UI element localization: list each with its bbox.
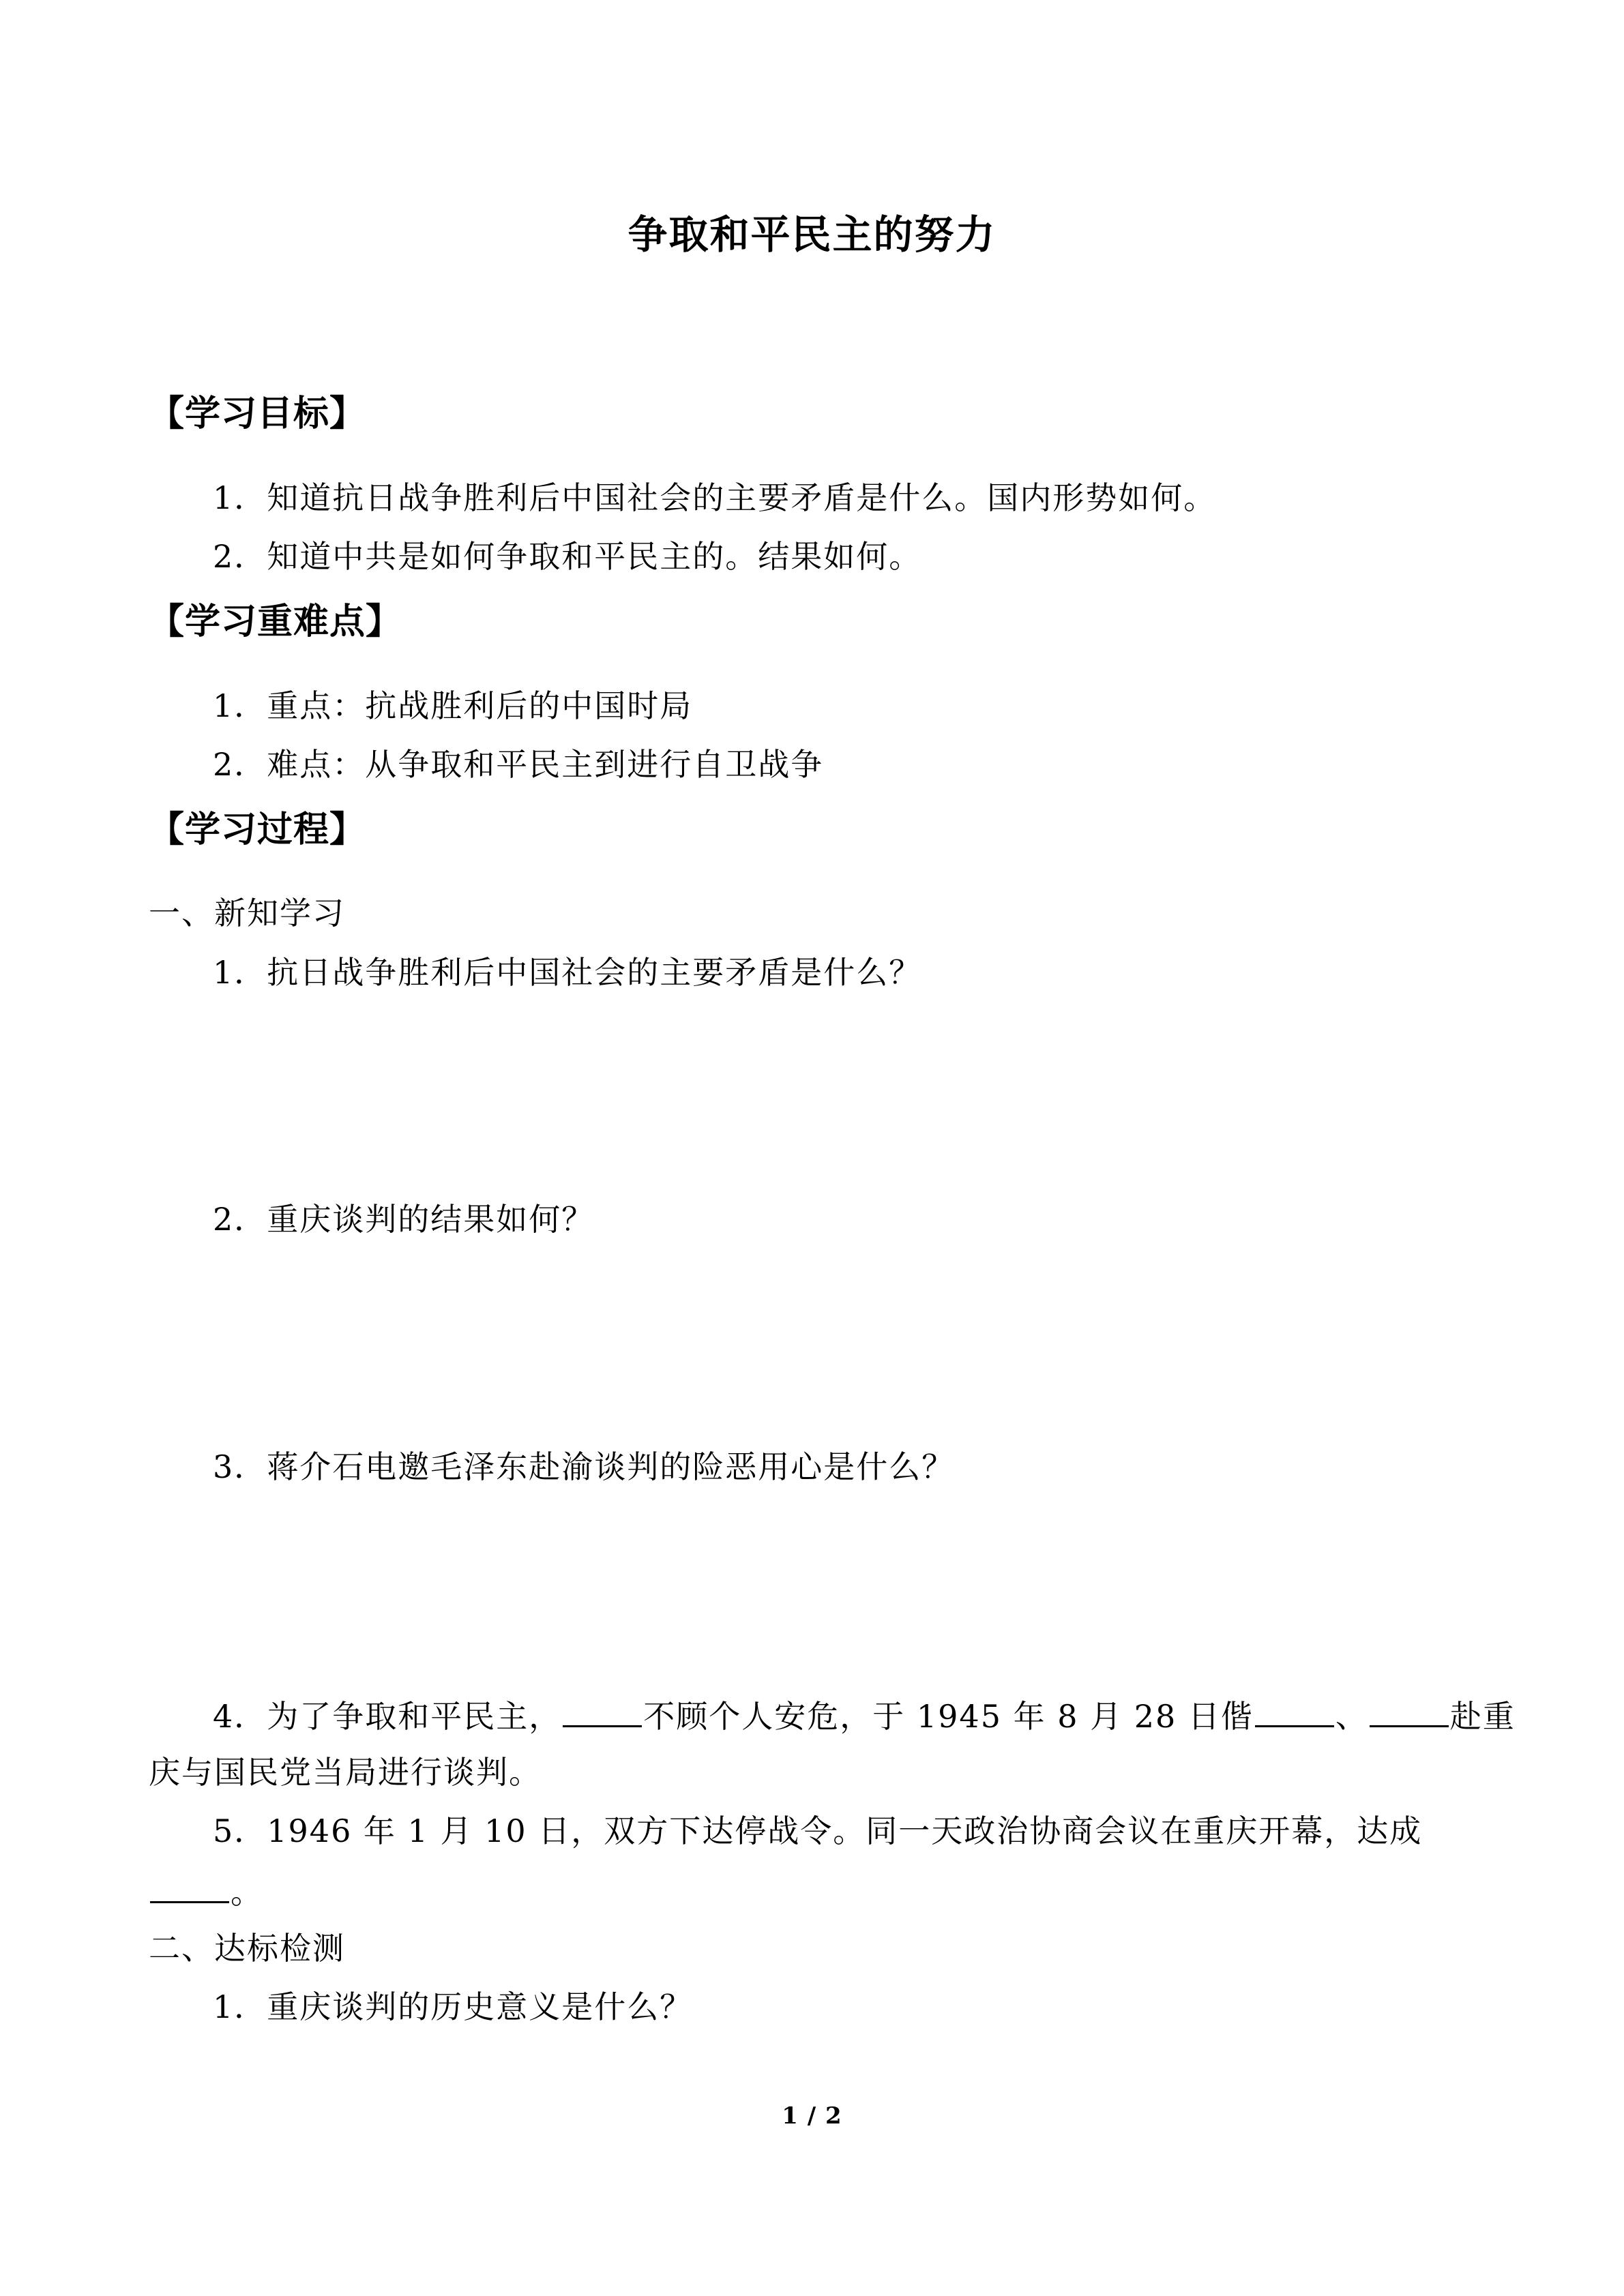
process-heading: 【学习过程】 [149,809,366,850]
question-5-line1: 5．1946 年 1 月 10 日，双方下达停战令。同一天政治协商会议在重庆开幕，达成 [213,1813,1423,1849]
fill-blank[interactable] [563,1698,642,1727]
objective-item-2: 2．知道中共是如何争取和平民主的。结果如何。 [213,538,922,575]
question-4-part-c: 、 [1335,1698,1368,1735]
question-5-line2 [149,1874,263,1911]
key-point-item-1: 1．重点：抗战胜利后的中国时局 [213,687,693,724]
document-title: 争取和平民主的努力 [628,211,996,258]
key-point-item-2: 2．难点：从争取和平民主到进行自卫战争 [213,746,824,783]
question-5-line2-end: 。 [231,1874,263,1911]
question-4-line1 [213,1698,1516,1735]
part2-heading: 二、达标检测 [149,1930,345,1967]
fill-blank[interactable] [1370,1698,1449,1727]
part1-heading: 一、新知学习 [149,895,345,931]
check-question-1: 1．重庆谈判的历史意义是什么？ [213,1988,693,2025]
fill-blank[interactable] [1255,1698,1334,1727]
fill-blank[interactable] [150,1874,229,1903]
objective-item-1: 1．知道抗日战争胜利后中国社会的主要矛盾是什么。国内形势如何。 [213,479,1217,516]
objectives-heading: 【学习目标】 [149,393,366,434]
question-4-line2: 庆与国民党当局进行谈判。 [149,1754,542,1791]
question-2: 2．重庆谈判的结果如何？ [213,1201,595,1238]
question-4-part-a: 4．为了争取和平民主， [213,1698,562,1735]
question-1: 1．抗日战争胜利后中国社会的主要矛盾是什么？ [213,954,922,991]
question-3: 3．蒋介石电邀毛泽东赴渝谈判的险恶用心是什么？ [213,1448,955,1485]
key-points-heading: 【学习重难点】 [149,601,402,642]
question-4-part-b: 不顾个人安危，于 1945 年 8 月 28 日偕 [643,1698,1254,1735]
question-4-part-d: 赴重 [1449,1698,1516,1735]
page-number: 1 / 2 [782,2102,842,2130]
